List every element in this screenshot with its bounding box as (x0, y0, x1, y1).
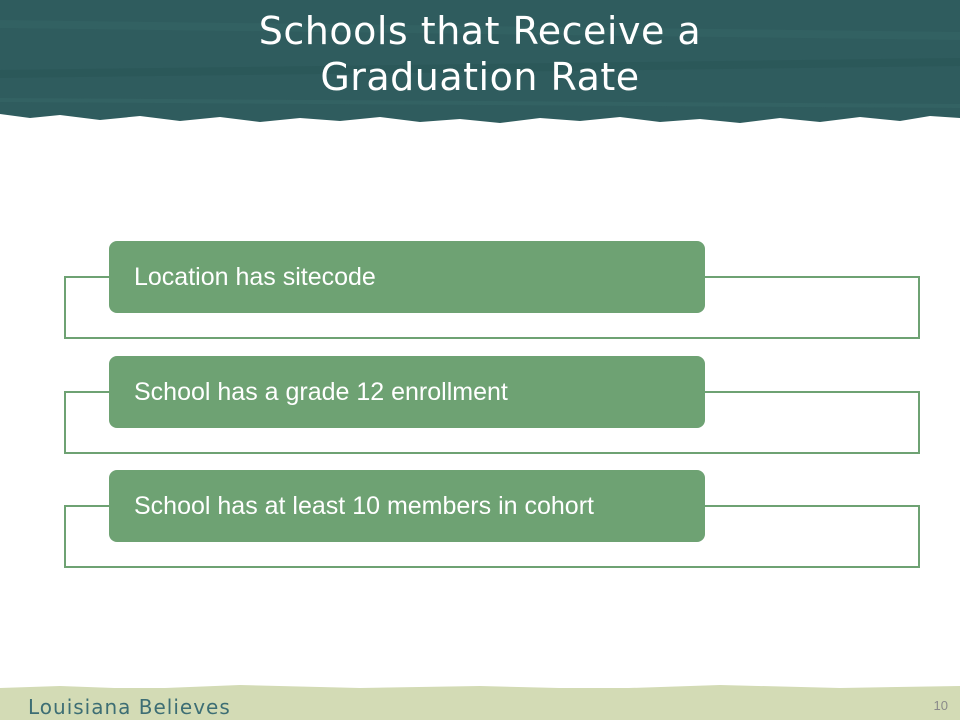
header-band (0, 0, 960, 125)
criteria-box-2: School has a grade 12 enrollment (109, 356, 705, 428)
criteria-box-1: Location has sitecode (109, 241, 705, 313)
footer-brand: Louisiana Believes (28, 695, 231, 719)
page-number: 10 (933, 698, 948, 713)
page-title (0, 8, 960, 100)
title-line-2: Graduation Rate (320, 55, 640, 99)
criteria-box-3: School has at least 10 members in cohort (109, 470, 705, 542)
footer-brush-edge (0, 682, 960, 692)
title-line-1: Schools that Receive a (258, 9, 702, 53)
